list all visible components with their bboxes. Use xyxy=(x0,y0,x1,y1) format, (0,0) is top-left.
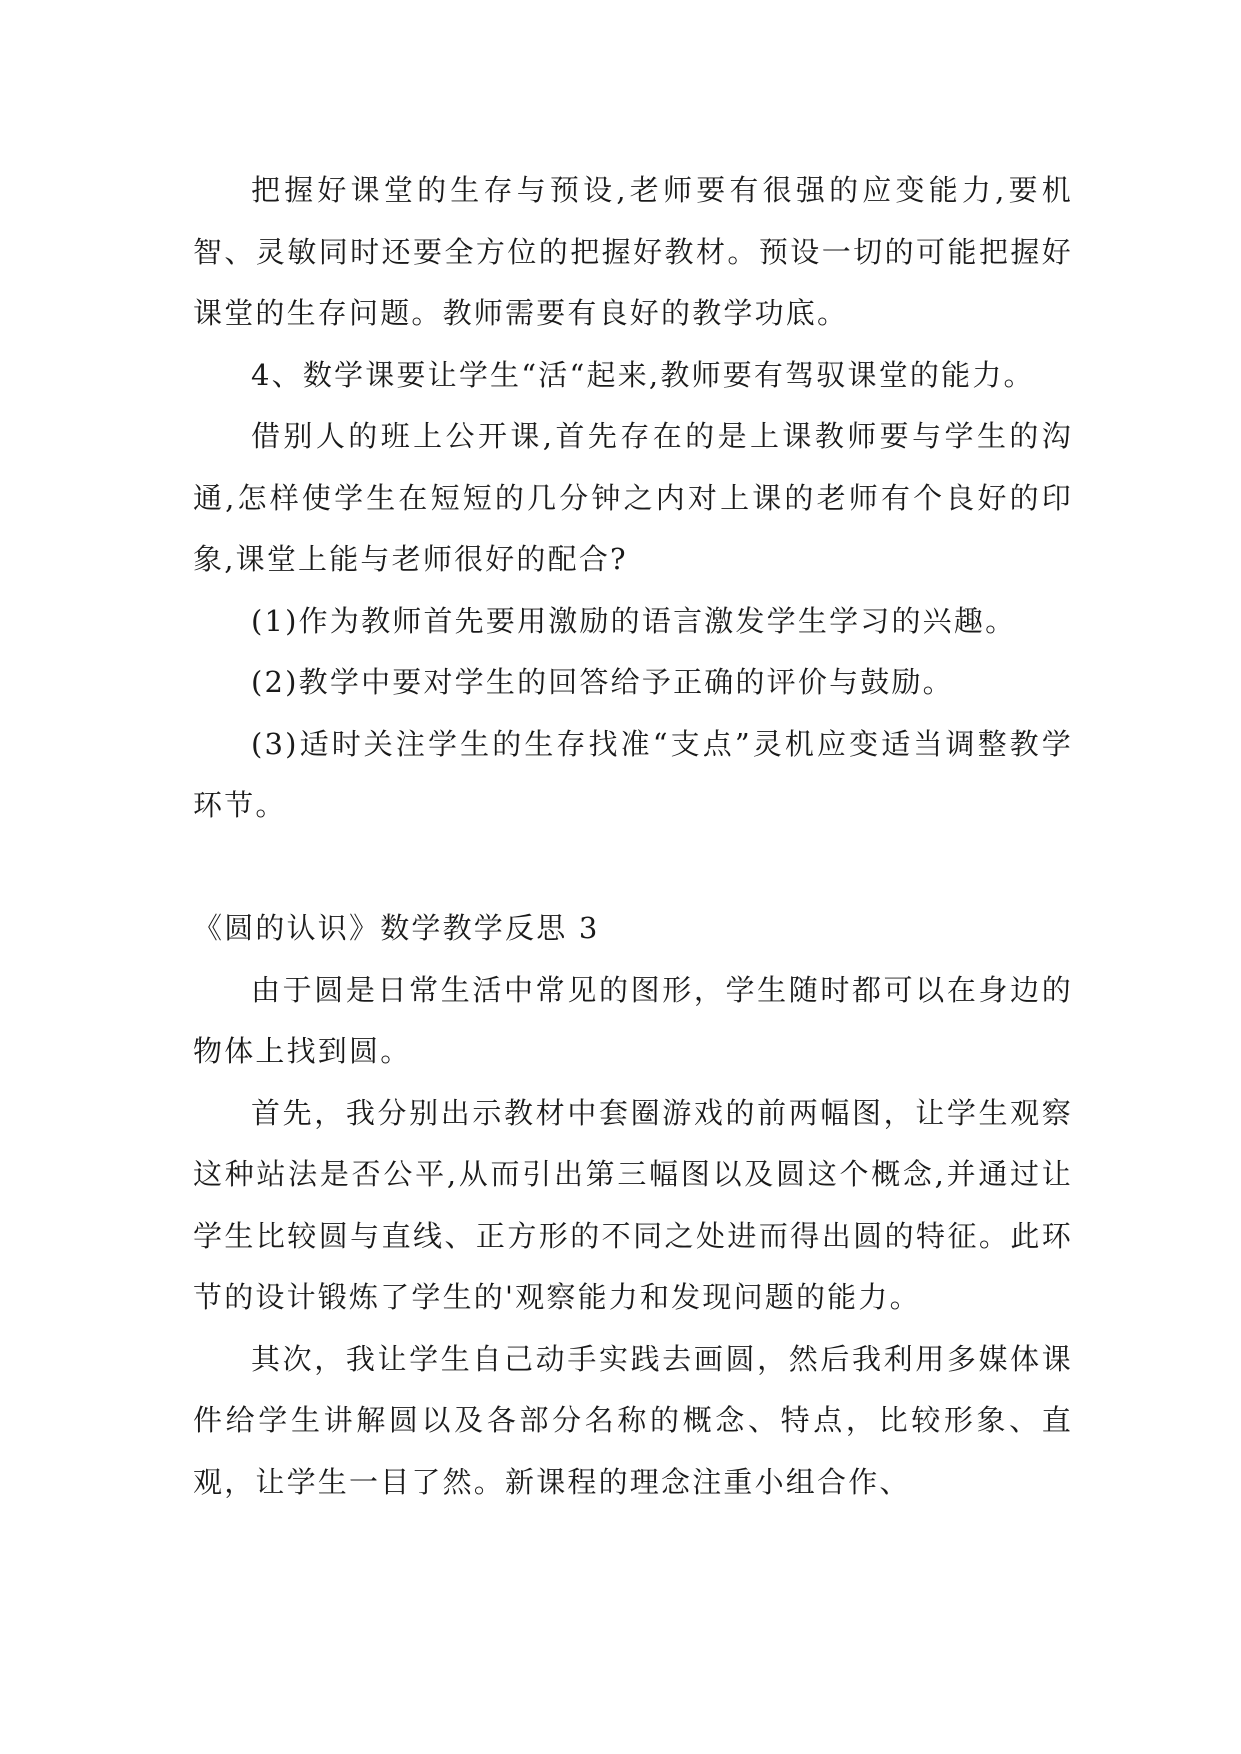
paragraph: 由于圆是日常生活中常见的图形，学生随时都可以在身边的物体上找到圆。 xyxy=(193,972,1073,1068)
document-body xyxy=(193,160,1073,1513)
paragraph: 4、数学课要让学生“活“起来,教师要有驾驭课堂的能力。 xyxy=(251,357,1035,392)
paragraph: 把握好课堂的生存与预设,老师要有很强的应变能力,要机智、灵敏同时还要全方位的把握好教材。预设一切的可能把握好课堂的生存问题。教师需要有良好的教学功底。 xyxy=(193,173,1073,330)
list-item: (2)教学中要对学生的回答给予正确的评价与鼓励。 xyxy=(251,665,954,699)
list-item: (1)作为教师首先要用激励的语言激发学生学习的兴趣。 xyxy=(251,603,1017,638)
section-title: 《圆的认识》数学教学反思 3 xyxy=(193,911,600,945)
list-item: (3)适时关注学生的生存找准“支点”灵机应变适当调整教学环节。 xyxy=(193,726,1073,822)
paragraph: 首先，我分别出示教材中套圈游戏的前两幅图，让学生观察这种站法是否公平,从而引出第三幅图以及圆这个概念,并通过让学生比较圆与直线、正方形的不同之处进而得出圆的特征。此环节的设计锻炼了学生的'观察能力和发现问题的能力。 xyxy=(193,1095,1073,1314)
paragraph: 借别人的班上公开课,首先存在的是上课教师要与学生的沟通,怎样使学生在短短的几分钟之内对上课的老师有个良好的印象,课堂上能与老师很好的配合? xyxy=(193,419,1073,576)
paragraph: 其次，我让学生自己动手实践去画圆，然后我利用多媒体课件给学生讲解圆以及各部分名称的概念、特点，比较形象、直观，让学生一目了然。新课程的理念注重小组合作、 xyxy=(193,1341,1073,1499)
